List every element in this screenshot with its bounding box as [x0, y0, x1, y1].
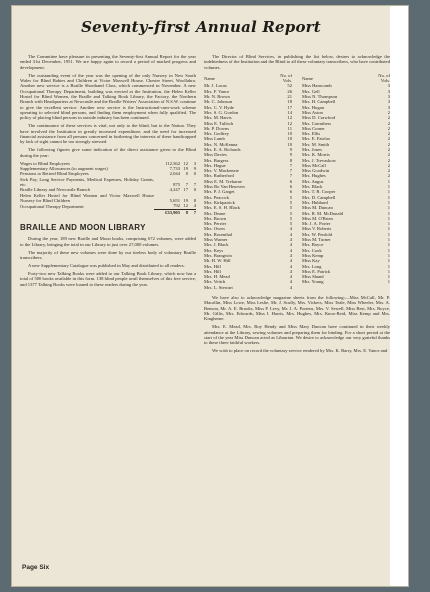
finance-table — [20, 161, 196, 215]
finance-pence: 9 — [193, 165, 196, 171]
transcriber-name: Miss Warner — [204, 237, 228, 243]
finance-pounds: 2,044 — [169, 171, 180, 177]
vols-header: No. of Vols. — [378, 73, 390, 84]
transcriber-volumes: 9 — [289, 147, 292, 152]
transcriber-volumes: 10 — [287, 131, 292, 137]
transcriber-volumes: 2 — [387, 115, 390, 121]
finance-shillings: 19 — [183, 197, 188, 203]
transcribers-column-a — [204, 73, 292, 290]
transcriber-volumes: 1 — [387, 199, 390, 205]
finance-label: Pensions to Retired Blind Employees — [20, 171, 89, 177]
transcriber-name: Mrs. Gell — [302, 88, 320, 94]
transcriber-volumes: 5 — [289, 215, 292, 221]
transcriber-volumes: 21 — [287, 94, 292, 100]
transcriber-name: Mrs. P. J. Garget — [204, 189, 235, 195]
transcriber-name: Mrs. E. S. H. Black — [204, 205, 240, 211]
transcriber-volumes: 3 — [387, 94, 390, 100]
transcriber-volumes: 10 — [287, 141, 292, 147]
transcriber-name: Miss Davies — [204, 152, 227, 158]
transcriber-name: Miss Kemp — [302, 252, 324, 258]
transcriber-volumes: 1 — [387, 279, 390, 285]
transcriber-volumes: 7 — [289, 173, 292, 179]
transcriber-name: Mr. C. Johnson — [204, 99, 233, 105]
transcriber-name: Mrs. Hubbard — [302, 199, 328, 205]
transcriber-volumes: 17 — [287, 104, 292, 110]
transcriber-volumes: 5 — [289, 221, 292, 227]
name-header: Name — [302, 75, 313, 81]
finance-shillings: 12 — [183, 160, 188, 166]
transcriber-name: Mrs. F. Vance — [204, 88, 230, 94]
finance-total-pounds: £33,905 — [154, 209, 180, 215]
transcriber-name: Mrs. Veitch — [204, 279, 226, 285]
finance-pounds: 792 — [173, 203, 180, 209]
transcriber-volumes: 1 — [387, 274, 390, 280]
transcriber-volumes: 1 — [387, 210, 390, 216]
acknowledgement-paragraph: We have also to acknowledge magazine sheets from the following:—Miss McCall, Mr. P. Macallin, Miss Lowe, Miss Leslie, Mr. J. Scully, Mrs. Vickers, Miss Teale, Miss Wheeler, Mrs. A. Benson, Mr. A. E. Brooks, Miss P. Levy, Mr. J. A. Porteus, Mrs. V. Sewell, Miss Best, Mrs. Boyce, Mr. Gillis, Mrs. Edwards, Miss I. Harris, Mrs. Hughes, Mrs. Knox-Reid, Miss Kemp and Mrs. Kingherne. — [204, 295, 390, 322]
transcriber-name: Miss Corner — [302, 125, 325, 131]
transcriber-name: Miss M. Turner — [302, 237, 331, 243]
transcriber-name: Miss Ro Van Heurven — [204, 184, 245, 190]
library-paragraph: A new Supplementary Catalogue was published in May and distributed to all readers. — [28, 262, 185, 268]
transcribers-list — [204, 73, 390, 290]
transcriber-volumes: 2 — [387, 120, 390, 126]
transcriber-volumes: 10 — [287, 136, 292, 142]
transcriber-volumes: 2 — [387, 147, 390, 152]
transcriber-volumes: 1 — [387, 184, 390, 190]
finance-pence: 3 — [193, 160, 196, 166]
right-column — [204, 54, 390, 356]
transcriber-volumes: 4 — [289, 279, 292, 285]
transcriber-name: Miss E. Patrick — [302, 268, 331, 274]
transcriber-volumes: 1 — [387, 242, 390, 248]
page-title: Seventy-first Annual Report — [81, 18, 321, 36]
transcriber-name: Mrs. Hill — [204, 268, 221, 274]
transcriber-name: Mrs. W. Penfold — [302, 231, 333, 237]
finance-label: Supplementary Allowances (to augment wages) — [20, 165, 108, 171]
transcriber-volumes: 12 — [287, 120, 292, 126]
acknowledgement-paragraphs — [204, 295, 390, 354]
transcriber-name: Mrs. Hogan — [302, 104, 324, 110]
transcriber-name: Mrs. J. Trevaskow — [302, 157, 336, 163]
transcriber-volumes: 1 — [387, 194, 390, 200]
transcriber-name: Miss E. Tulloch — [204, 120, 234, 126]
transcriber-name: Miss N. Thompson — [302, 94, 338, 100]
intro-paragraph: The continuance of these services is vital, not only to the blind, but to the Nation. They have involved the Institution in greatly increased expenditure, and the need for increased financial assistance from all persons concerned in furthering the interests of these handicapped by lack of sight cannot be too strongly stressed. — [20, 123, 196, 145]
finance-pence: 4 — [193, 203, 196, 209]
transcriber-volumes: 8 — [289, 157, 292, 163]
transcriber-name: Mrs. Jones — [302, 147, 322, 152]
transcriber-volumes: 2 — [387, 157, 390, 163]
transcriber-volumes: 2 — [387, 131, 390, 137]
page-number: Page Six — [22, 564, 50, 571]
transcriber-volumes: 14 — [287, 109, 292, 115]
transcriber-name: Mrs. C. V. Hyde — [204, 104, 234, 110]
transcriber-volumes: 4 — [289, 247, 292, 253]
transcriber-name: Mrs. Young — [302, 279, 324, 285]
transcriber-volumes: 6 — [289, 178, 292, 184]
transcriber-name: Mrs. Carruthers — [302, 120, 332, 126]
transcriber-volumes: 1 — [387, 247, 390, 253]
transcriber-name: Miss E. M. Treharne — [204, 178, 242, 184]
transcriber-name: Mrs. D. Campbell — [302, 194, 336, 200]
transcriber-volumes: 1 — [387, 268, 390, 274]
transcriber-volumes: 2 — [387, 136, 390, 142]
finance-row — [20, 177, 196, 188]
transcriber-volumes: 4 — [289, 231, 292, 237]
finance-shillings: 17 — [183, 187, 188, 193]
transcriber-name: Miss V. Roberts — [302, 226, 332, 232]
transcriber-name: Mrs. R. M. McDonald — [302, 210, 344, 216]
acknowledgement-paragraph: Mrs. E. Mead, Mrs. Roy Hendy and Miss Mary Duncan have continued in their weekly attendance at the Library, sewing volumes and preparing them for binding. For a short period at the start of the year Miss Duncan acted as Librarian. We desire to acknowledge our very grateful thanks to these three faithful workers. — [204, 324, 390, 346]
transcriber-name: Mr. H. W. Hill — [204, 258, 231, 264]
transcriber-name: Miss M. O'Brien — [302, 215, 333, 221]
transcriber-volumes: 1 — [387, 215, 390, 221]
transcriber-name: Miss Shand — [302, 274, 324, 280]
finance-total-pence: 7 — [188, 209, 196, 215]
transcriber-volumes: 3 — [387, 104, 390, 110]
transcriber-name: Mrs. Keys — [204, 247, 224, 253]
transcriber-name: Mrs. Ellis — [302, 131, 321, 137]
transcriber-name: Miss Lamb — [204, 136, 225, 142]
transcriber-volumes: 1 — [387, 252, 390, 258]
transcriber-name: Mrs. S. G. Gordon — [204, 109, 239, 115]
finance-total-label — [20, 209, 154, 215]
intro-paragraph: The Committee have pleasure in presenting the Seventy-first Annual Report for the year ended 31st December, 1951. We are happy again to record a period of marked progress and development. — [20, 54, 196, 70]
transcriber-name: Mrs. Hague — [204, 162, 226, 168]
transcriber-volumes: 4 — [289, 268, 292, 274]
finance-shillings: 0 — [185, 171, 188, 177]
library-paragraph: Forty-two new Talking Books were added to our Talking Book Library, which now has a total of 500 books available in this form. 138 blind people avail themselves of this free service, and 1377 Talking Books were loaned to these readers during the year. — [20, 270, 196, 287]
finance-pence: 8 — [193, 197, 196, 203]
transcriber-name: Mrs. Deane — [204, 210, 226, 216]
transcriber-name: Mr. P. Downs — [204, 125, 230, 131]
left-column — [20, 54, 196, 289]
transcriber-name: Mrs. L. Stewart — [204, 284, 233, 290]
transcriber-name: Mrs. H. Mead — [204, 274, 230, 280]
transcriber-volumes: 5 — [289, 194, 292, 200]
transcriber-volumes: 4 — [289, 284, 292, 290]
transcriber-volumes: 4 — [289, 252, 292, 258]
transcriber-name: Miss M. Duncan — [302, 205, 333, 211]
transcriber-name: Mrs. Perrier — [204, 221, 227, 227]
transcriber-name: Miss McCall — [302, 162, 326, 168]
intro-paragraph: The outstanding event of the year was the opening of the only Nursery in New South Wales for Blind Babies and Children at Victor Maxwell House, Chester Street, Woollahra. Another new service is a Braille Shorthand Class, which commenced in November. A new Occupational Therapy Department, building was erected at the Institution, the Helen Keller Hostel for Blind Women, the Braille and Talking Book Library, the Factory, the Northern Branch with Headquarters at Newcastle and the Braille Writers' Association of N.S.W. continue to give the excellent service. Another new service is the Instructional-cum-work scheme operating to selected blind persons, and finding them employment when fully qualified. The policy of placing blind persons in outside industry has been continued. — [20, 72, 196, 121]
transcriber-volumes: 4 — [289, 242, 292, 248]
transcriber-volumes: 4 — [289, 237, 292, 243]
transcriber-volumes: 1 — [387, 263, 390, 269]
finance-label: Braille Library and Newcastle Branch — [20, 187, 90, 193]
transcriber-volumes: 2 — [387, 141, 390, 147]
transcriber-volumes: 1 — [387, 221, 390, 227]
finance-label: Helen Keller Hostel for Blind Women and Victor Maxwell House Nursery for Blind Children — [20, 192, 154, 203]
transcriber-volumes: 2 — [387, 162, 390, 168]
transcriber-name: Mrs. E. Fairfax — [302, 136, 331, 142]
transcribers-column-b — [302, 73, 390, 290]
transcriber-name: Mrs. Hill — [204, 263, 221, 269]
transcriber-volumes: 1 — [387, 205, 390, 211]
transcriber-name: Mrs. Owen — [204, 226, 225, 232]
finance-pence: 0 — [193, 187, 196, 193]
library-paragraph: The majority of these new volumes were done by our tireless body of voluntary Braille transcribers. — [20, 249, 196, 260]
transcriber-name: Mrs. Brangwin — [204, 252, 232, 258]
transcriber-name: Mrs. T. B. Cooper — [302, 189, 336, 195]
transcriber-name: Mr. N. Brown — [204, 94, 230, 100]
transcriber-name: Mrs. Rosenthal — [204, 231, 233, 237]
transcriber-name: Mrs. Burgess — [204, 157, 229, 163]
transcriber-name: Mrs. V. Mackenzie — [204, 168, 239, 174]
transcriber-name: Mrs. Black — [302, 184, 323, 190]
transcriber-volumes: 6 — [289, 189, 292, 195]
transcriber-name: Mr. J. A. Porter — [302, 221, 331, 227]
transcriber-volumes: 2 — [387, 168, 390, 174]
transcriber-name: Mrs. Peacock — [204, 194, 230, 200]
finance-pounds: 112,562 — [165, 160, 180, 166]
finance-total-shillings: 8 — [180, 209, 188, 215]
vols-header: No. of Vols. — [280, 73, 292, 84]
finance-pounds: 4,247 — [169, 187, 180, 193]
finance-pounds: 7,733 — [169, 165, 180, 171]
transcriber-row — [302, 279, 390, 284]
finance-shillings: 12 — [183, 203, 188, 209]
transcriber-volumes: 1 — [387, 178, 390, 184]
transcriber-volumes: 6 — [289, 184, 292, 190]
report-page — [12, 6, 408, 586]
finance-total-row — [20, 209, 196, 215]
transcriber-volumes: 7 — [289, 168, 292, 174]
transcriber-name: Miss Aston — [302, 109, 323, 115]
transcriber-volumes: 5 — [289, 205, 292, 211]
transcriber-volumes: 12 — [287, 115, 292, 121]
transcriber-volumes: 1 — [387, 226, 390, 232]
transcriber-volumes: 1 — [387, 231, 390, 237]
transcriber-volumes: 2 — [387, 125, 390, 131]
transcribers-intro: The Director of Blind Services, in publishing the list below, desires to acknowledge the indebtedness of the Institution and the Blind to all these voluntary transcribers, who have contributed volumes. — [204, 54, 390, 70]
intro-paragraph: The following figures give some indication of the direct assistance given to the Blind during the year: — [20, 147, 196, 158]
transcriber-volumes: 4 — [289, 226, 292, 232]
transcriber-row — [204, 285, 292, 290]
transcriber-name: Mrs. Cook — [302, 247, 322, 253]
transcriber-volumes: 1 — [387, 258, 390, 264]
transcriber-volumes: 3 — [387, 99, 390, 105]
transcriber-volumes: 52 — [287, 83, 292, 89]
transcriber-volumes: 4 — [289, 258, 292, 264]
finance-pence: 0 — [193, 171, 196, 177]
transcriber-volumes: 4 — [289, 263, 292, 269]
transcriber-name: Miss Kay — [302, 258, 320, 264]
transcriber-name: Mrs. Boyce — [302, 242, 324, 248]
library-paragraphs — [20, 236, 196, 287]
finance-label: Wages to Blind Employees — [20, 160, 70, 166]
name-header: Name — [204, 75, 215, 81]
transcriber-volumes: 3 — [387, 83, 390, 89]
finance-pounds: 5,651 — [169, 197, 180, 203]
transcriber-name: Mrs. Hughes — [302, 173, 326, 179]
intro-paragraphs — [20, 54, 196, 158]
transcriber-volumes: 5 — [289, 210, 292, 216]
transcriber-name: Mrs. E. A. Richards — [204, 147, 241, 152]
transcriber-name: Mrs. J. Black — [204, 242, 229, 248]
transcriber-volumes: 1 — [387, 189, 390, 195]
transcriber-name: Miss D. Crawford — [302, 115, 336, 121]
transcriber-volumes: 2 — [387, 152, 390, 158]
finance-shillings: 19 — [183, 165, 188, 171]
transcriber-volumes: 2 — [387, 109, 390, 115]
finance-shillings: 7 — [185, 181, 188, 187]
acknowledgement-paragraph: We wish to place on record the voluntary service rendered by Mrs. K. Barry, Mrs. E. Vance and — [212, 348, 388, 354]
transcriber-volumes: 26 — [287, 88, 292, 94]
finance-label: Sick Pay, Long Service Payments, Medical Expenses, Holiday Grants, etc. — [20, 176, 154, 187]
transcriber-name: Mrs. Brown — [204, 215, 227, 221]
transcriber-name: Mrs. K. Morris — [302, 152, 330, 158]
transcriber-volumes: 4 — [289, 274, 292, 280]
transcriber-volumes: 11 — [287, 125, 292, 131]
finance-pence: 7 — [193, 181, 196, 187]
transcriber-name: Miss Hanscomb — [302, 83, 332, 89]
transcriber-name: Mrs. Rutherford — [204, 173, 234, 179]
transcriber-volumes: 2 — [387, 173, 390, 179]
library-paragraph: During the year, 189 new Braille and Moon books, comprising 672 volumes, were added to the Library, bringing the total in our Library to just over 27,000 volumes. — [20, 236, 196, 247]
transcriber-name: Mrs. Godfrey — [204, 131, 230, 137]
transcriber-name: Mrs. Long — [302, 263, 322, 269]
finance-label: Occupational Therapy Department — [20, 203, 84, 209]
library-heading: BRAILLE AND MOON LIBRARY — [20, 223, 146, 232]
transcriber-name: Mrs. Angus — [302, 178, 324, 184]
transcriber-name: Mr. J. Lucas — [204, 83, 227, 89]
transcriber-name: Mrs. Kirkpatrick — [204, 199, 235, 205]
transcriber-volumes: 7 — [289, 162, 292, 168]
finance-row — [20, 193, 196, 204]
transcriber-name: Mrs. M. Harris — [204, 115, 232, 121]
transcriber-volumes: 1 — [387, 237, 390, 243]
transcriber-name: Miss Goodwin — [302, 168, 330, 174]
transcriber-volumes: 9 — [289, 152, 292, 158]
transcriber-volumes: 3 — [387, 88, 390, 94]
transcriber-name: Mrs. H. Campbell — [302, 99, 336, 105]
transcriber-name: Mrs. N. McKenna — [204, 141, 238, 147]
transcriber-name: Mrs. M. Smith — [302, 141, 330, 147]
finance-pounds: 875 — [173, 181, 180, 187]
transcriber-volumes: 5 — [289, 199, 292, 205]
transcriber-volumes: 18 — [287, 99, 292, 105]
